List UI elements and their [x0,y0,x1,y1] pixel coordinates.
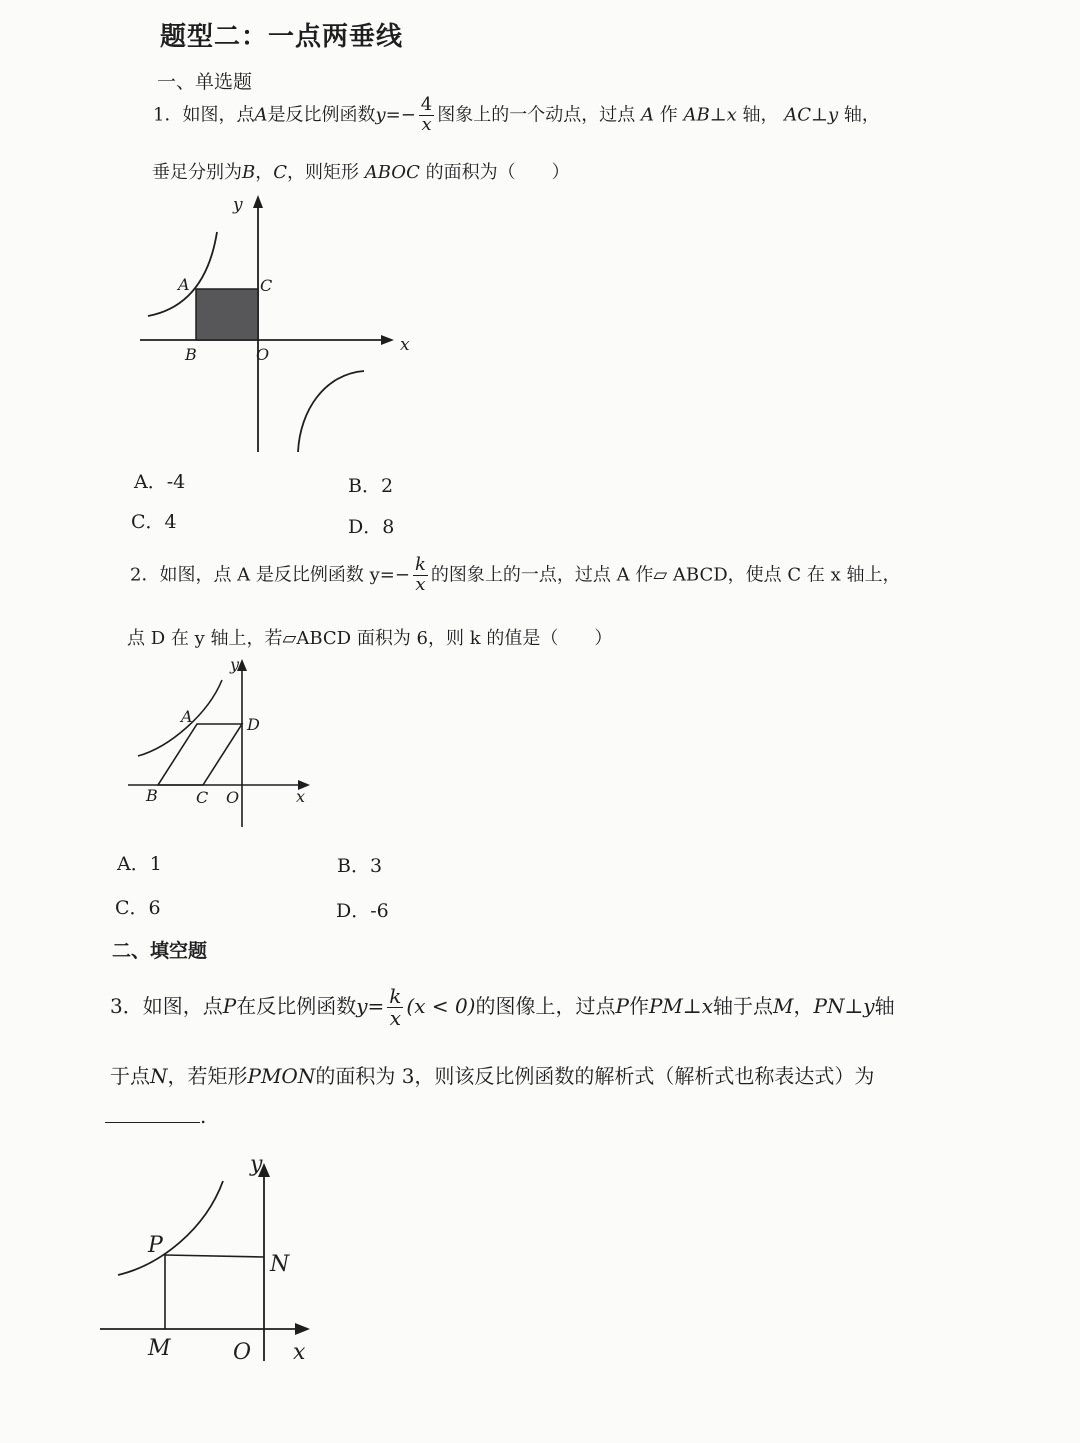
q1-option-a[interactable]: A．-4 [134,471,186,493]
point-label-o: O [256,345,270,364]
point-label-b: B [185,345,197,364]
question-1-line-1: 1．如图，点A是反比例函数y=− $\frac{4}{x}$ 图象上的一个动点，过点 A 作 AB⊥x 轴， AC⊥y 轴， [153,94,880,135]
axis-label-y: y [233,195,243,215]
question-3-line-2: 于点N，若矩形PMON的面积为 3，则该反比例函数的解析式（解析式也称表达式）为 [110,1064,875,1088]
q1-option-c[interactable]: C．4 [131,511,177,533]
section-heading-fill-in: 二、填空题 [112,940,208,962]
question-2-line-1: 2．如图，点 A 是反比例函数 y=− $\frac{k}{x}$ 的图象上的一点，过点 A 作▱ ABCD，使点 C 在 x 轴上， [130,554,901,595]
fraction-k-over-x: $\frac{k}{x}$ [389,984,402,1030]
q2-option-c[interactable]: C．6 [115,897,161,919]
page-title: 题型二：一点两垂线 [160,22,404,52]
answer-blank[interactable]: . [105,1104,206,1128]
fraction-4-over-x: $\frac{4}{x}$ [420,94,433,135]
shaded-rectangle-aboc [196,289,258,340]
axis-label-x: x [296,787,306,806]
section-heading-single-choice: 一、单选题 [157,71,253,93]
q1-option-d[interactable]: D．8 [348,516,395,538]
q1-option-b[interactable]: B．2 [348,475,394,497]
point-label-o: O [233,1340,252,1365]
question-3-line-1: 3．如图，点P在反比例函数y= $\frac{k}{x}$ (x < 0)的图像上，过点P作PM⊥x轴于点M，PN⊥y轴 [110,984,895,1030]
figure-question-1 [130,190,430,460]
question-2-line-2: 点 D 在 y 轴上，若▱ABCD 面积为 6，则 k 的值是（ ） [127,628,613,649]
point-label-c: C [196,788,209,807]
axis-label-y: y [230,655,240,674]
axis-label-y: y [250,1152,263,1177]
parallelogram-abcd [158,724,242,785]
point-label-m: M [148,1336,171,1361]
point-label-c: C [260,276,273,295]
point-label-d: D [247,715,260,734]
figure-question-3 [90,1145,330,1375]
point-label-p: P [148,1233,163,1258]
q2-option-a[interactable]: A．1 [117,853,162,875]
fraction-k-over-x: $\frac{k}{x}$ [414,554,426,595]
point-label-a: A [178,275,190,294]
point-label-b: B [146,786,158,805]
axis-label-x: x [293,1340,306,1365]
point-label-o: O [226,788,240,807]
q2-option-d[interactable]: D．-6 [336,900,389,922]
axis-label-x: x [400,335,410,355]
segment-pn [165,1255,264,1257]
figure-question-2 [120,652,340,837]
q2-option-b[interactable]: B．3 [337,855,383,877]
point-label-a: A [181,707,193,726]
point-label-n: N [270,1252,290,1277]
question-1-line-2: 垂足分别为B，C，则矩形 ABOC 的面积为（ ） [152,162,570,183]
